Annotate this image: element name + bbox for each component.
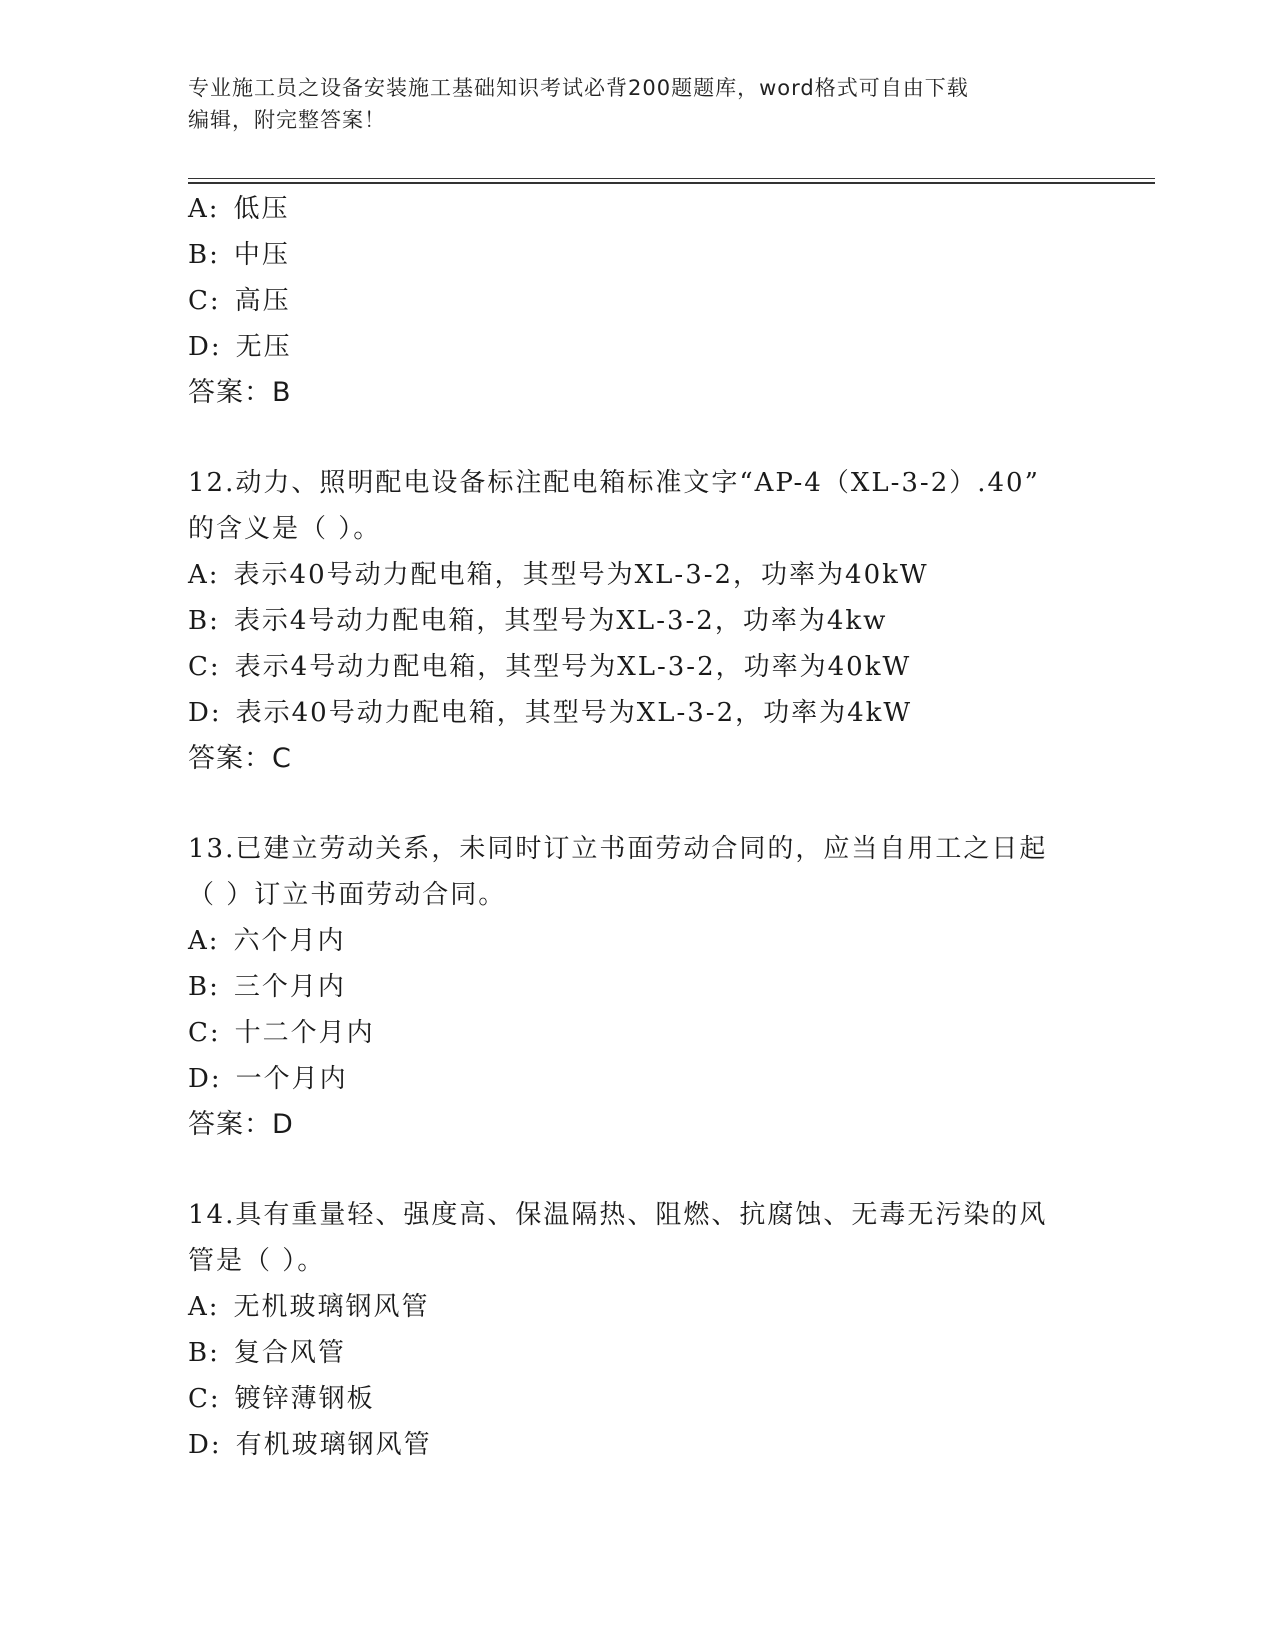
option-b: B: 中压 <box>188 240 290 270</box>
option-d: D: 一个月内 <box>188 1064 348 1094</box>
question-text-line-2: （ ）订立书面劳动合同。 <box>188 880 507 910</box>
header-divider-thin <box>188 178 1155 179</box>
option-c: C: 高压 <box>188 286 291 316</box>
option-d: D: 无压 <box>188 332 292 362</box>
question-text-line-1: 13.已建立劳动关系，未同时订立书面劳动合同的，应当自用工之日起 <box>188 834 1048 864</box>
document-header <box>188 72 1068 136</box>
option-a: A: 六个月内 <box>188 926 346 956</box>
option-c: C: 十二个月内 <box>188 1018 375 1048</box>
option-c: C: 表示4号动力配电箱，其型号为XL-3-2，功率为40kW <box>188 652 912 682</box>
option-b: B: 表示4号动力配电箱，其型号为XL-3-2，功率为4kw <box>188 606 888 636</box>
option-a: A: 无机玻璃钢风管 <box>188 1292 430 1322</box>
option-d: D: 表示40号动力配电箱，其型号为XL-3-2，功率为4kW <box>188 698 913 728</box>
answer-line: 答案：B <box>188 377 292 408</box>
answer-line: 答案：C <box>188 743 292 774</box>
question-text-line-2: 的含义是（ ）。 <box>188 514 382 544</box>
option-b: B: 三个月内 <box>188 972 346 1002</box>
option-a: A: 低压 <box>188 194 290 224</box>
question-11-block <box>188 186 1088 416</box>
question-text-line-2: 管是（ ）。 <box>188 1246 326 1276</box>
question-13-block <box>188 826 1088 1148</box>
header-line-2: 编辑，附完整答案！ <box>188 108 386 132</box>
question-14-block <box>188 1192 1088 1468</box>
header-divider-thick <box>188 182 1155 184</box>
option-d: D: 有机玻璃钢风管 <box>188 1430 432 1460</box>
document-body <box>188 186 1088 1468</box>
option-c: C: 镀锌薄钢板 <box>188 1384 375 1414</box>
option-b: B: 复合风管 <box>188 1338 346 1368</box>
header-line-1: 专业施工员之设备安装施工基础知识考试必背200题题库，word格式可自由下载 <box>188 76 969 100</box>
option-a: A: 表示40号动力配电箱，其型号为XL-3-2，功率为40kW <box>188 560 929 590</box>
question-text-line-1: 14.具有重量轻、强度高、保温隔热、阻燃、抗腐蚀、无毒无污染的风 <box>188 1200 1048 1230</box>
question-12-block <box>188 460 1088 782</box>
answer-line: 答案：D <box>188 1109 294 1140</box>
question-text-line-1: 12.动力、照明配电设备标注配电箱标准文字“AP-4（XL-3-2）.40” <box>188 468 1040 498</box>
